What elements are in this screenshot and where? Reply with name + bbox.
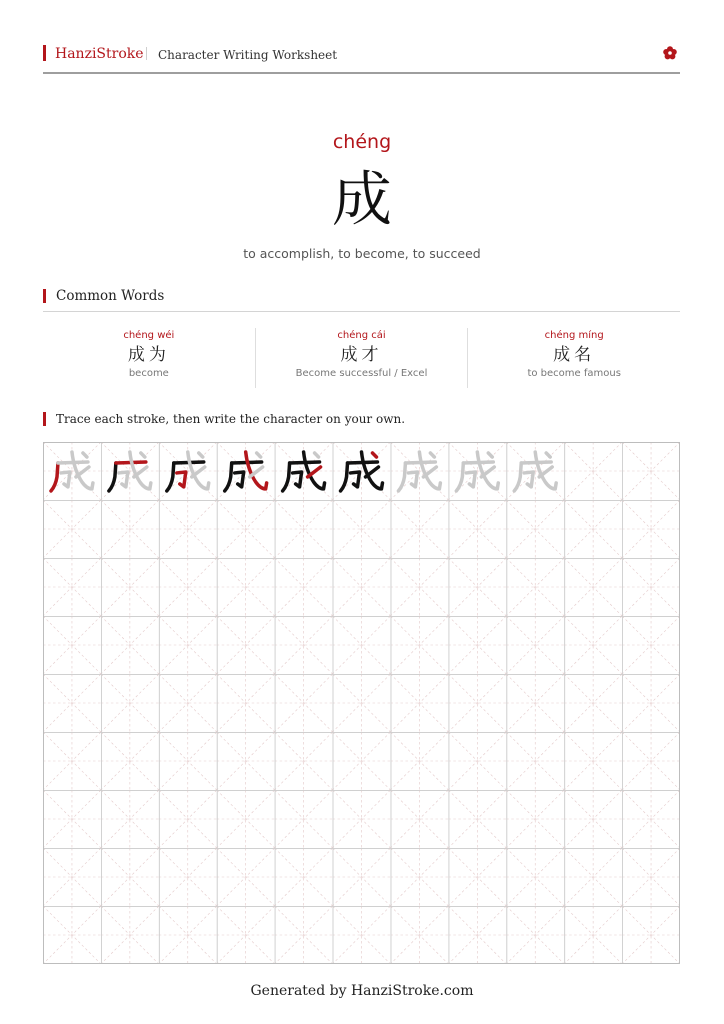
grid-cell[interactable] bbox=[564, 616, 622, 675]
character-stroke bbox=[514, 463, 521, 491]
grid-cell[interactable] bbox=[275, 616, 333, 675]
character-stroke bbox=[315, 453, 319, 457]
character-stroke bbox=[293, 472, 302, 487]
grid-cell[interactable] bbox=[275, 732, 333, 791]
grid-cell[interactable] bbox=[159, 558, 217, 617]
grid-cell[interactable] bbox=[217, 674, 275, 733]
grid-cell[interactable] bbox=[333, 790, 391, 849]
character-stroke bbox=[235, 472, 244, 487]
character-stroke bbox=[351, 472, 360, 487]
word-meaning: to become famous bbox=[527, 368, 621, 379]
grid-cell[interactable] bbox=[564, 674, 622, 733]
brand-name: HanziStroke bbox=[55, 46, 144, 62]
grid-cell[interactable] bbox=[275, 674, 333, 733]
grid-cell[interactable] bbox=[159, 500, 217, 559]
grid-cell[interactable] bbox=[275, 906, 333, 964]
worksheet-subtitle: Character Writing Worksheet bbox=[158, 48, 338, 62]
grid-cell[interactable] bbox=[448, 732, 506, 791]
grid-cell[interactable] bbox=[101, 558, 159, 617]
word-hanzi: 成为 bbox=[127, 345, 170, 365]
character-stroke bbox=[61, 472, 70, 487]
grid-cell[interactable] bbox=[101, 674, 159, 733]
character-stroke bbox=[199, 453, 203, 457]
grid-cell[interactable] bbox=[217, 848, 275, 907]
word-hanzi: 成才 bbox=[340, 345, 383, 365]
grid-cell[interactable] bbox=[564, 790, 622, 849]
grid-cell[interactable] bbox=[101, 616, 159, 675]
main-character: 成 bbox=[332, 165, 392, 235]
grid-cell[interactable] bbox=[275, 848, 333, 907]
grid-cell[interactable] bbox=[333, 558, 391, 617]
stroke-diagram bbox=[283, 452, 325, 491]
grid-cell[interactable] bbox=[564, 848, 622, 907]
grid-cell[interactable] bbox=[506, 906, 564, 964]
grid-cell[interactable] bbox=[622, 732, 680, 791]
grid-cell[interactable] bbox=[506, 848, 564, 907]
grid-cell[interactable] bbox=[622, 674, 680, 733]
grid-cell[interactable] bbox=[333, 732, 391, 791]
header-rule bbox=[43, 72, 680, 74]
grid-cell[interactable] bbox=[43, 500, 101, 559]
grid-cell[interactable] bbox=[448, 500, 506, 559]
character-stroke bbox=[524, 472, 533, 487]
grid-cell[interactable] bbox=[390, 674, 448, 733]
grid-cell[interactable] bbox=[333, 848, 391, 907]
practice-grid[interactable] bbox=[43, 442, 680, 964]
common-words-list bbox=[43, 328, 680, 388]
grid-cell[interactable] bbox=[390, 732, 448, 791]
character-stroke bbox=[372, 453, 376, 457]
character-stroke bbox=[398, 463, 405, 491]
grid-cell[interactable] bbox=[622, 558, 680, 617]
grid-cell[interactable] bbox=[333, 906, 391, 964]
accent-bar bbox=[43, 289, 46, 303]
character-stroke bbox=[488, 453, 492, 457]
grid-cell[interactable] bbox=[622, 500, 680, 559]
grid-cell[interactable] bbox=[506, 616, 564, 675]
character-stroke bbox=[341, 463, 348, 491]
character-stroke bbox=[283, 463, 290, 491]
accent-bar bbox=[43, 45, 46, 61]
grid-cell[interactable] bbox=[101, 732, 159, 791]
grid-cell[interactable] bbox=[217, 616, 275, 675]
grid-cell[interactable] bbox=[159, 616, 217, 675]
stroke-diagram bbox=[109, 452, 151, 491]
grid-cell[interactable] bbox=[506, 500, 564, 559]
character-stroke bbox=[466, 472, 475, 487]
grid-cell[interactable] bbox=[390, 790, 448, 849]
grid-cell[interactable] bbox=[43, 906, 101, 964]
grid-cell[interactable] bbox=[564, 906, 622, 964]
grid-cell[interactable] bbox=[564, 732, 622, 791]
grid-cell[interactable] bbox=[43, 616, 101, 675]
character-stroke bbox=[177, 472, 186, 487]
character-stroke bbox=[546, 453, 550, 457]
word-meaning: become bbox=[128, 368, 169, 379]
plum-blossom-icon bbox=[662, 45, 678, 61]
word-meaning: Become successful / Excel bbox=[295, 368, 428, 379]
character-stroke bbox=[119, 472, 128, 487]
grid-cell[interactable] bbox=[506, 732, 564, 791]
grid-cell[interactable] bbox=[333, 500, 391, 559]
grid-cell[interactable] bbox=[101, 790, 159, 849]
stroke-diagram bbox=[456, 452, 498, 491]
grid-cell[interactable] bbox=[159, 906, 217, 964]
grid-cell[interactable] bbox=[622, 790, 680, 849]
character-meaning: to accomplish, to become, to succeed bbox=[243, 246, 481, 261]
footer-credit: Generated by HanziStroke.com bbox=[250, 983, 474, 999]
grid-cell[interactable] bbox=[333, 674, 391, 733]
stroke-diagram bbox=[514, 452, 556, 491]
worksheet-header bbox=[43, 44, 680, 74]
character-stroke bbox=[430, 453, 434, 457]
character-pinyin: chéng bbox=[332, 131, 392, 153]
word-item bbox=[255, 328, 468, 388]
grid-cell[interactable] bbox=[101, 848, 159, 907]
grid-cell[interactable] bbox=[217, 500, 275, 559]
grid-cell[interactable] bbox=[43, 732, 101, 791]
grid-cell[interactable] bbox=[43, 674, 101, 733]
stroke-diagram bbox=[398, 452, 440, 491]
character-stroke bbox=[167, 463, 174, 491]
grid-cell[interactable] bbox=[622, 616, 680, 675]
grid-cell[interactable] bbox=[390, 906, 448, 964]
header-separator bbox=[146, 47, 147, 60]
grid-cell[interactable] bbox=[159, 732, 217, 791]
grid-cell[interactable] bbox=[506, 674, 564, 733]
character-stroke bbox=[141, 453, 145, 457]
grid-cell[interactable] bbox=[448, 674, 506, 733]
grid-cell[interactable] bbox=[564, 500, 622, 559]
grid-cell[interactable] bbox=[448, 848, 506, 907]
grid-cell[interactable] bbox=[333, 616, 391, 675]
writing-grid[interactable] bbox=[43, 442, 680, 964]
word-pinyin: chéng cái bbox=[337, 330, 386, 341]
grid-cell[interactable] bbox=[217, 558, 275, 617]
grid-cell[interactable] bbox=[564, 558, 622, 617]
stroke-diagram bbox=[51, 452, 93, 491]
character-stroke bbox=[83, 453, 87, 457]
stroke-diagram bbox=[167, 452, 209, 491]
grid-cell[interactable] bbox=[448, 616, 506, 675]
grid-cell[interactable] bbox=[159, 848, 217, 907]
grid-cell[interactable] bbox=[622, 442, 680, 501]
character-stroke bbox=[225, 463, 232, 491]
grid-cell[interactable] bbox=[217, 790, 275, 849]
practice-instruction: Trace each stroke, then write the character on your own. bbox=[56, 412, 406, 426]
word-pinyin: chéng míng bbox=[544, 330, 604, 341]
grid-cell[interactable] bbox=[217, 906, 275, 964]
grid-cell[interactable] bbox=[622, 848, 680, 907]
grid-cell[interactable] bbox=[448, 906, 506, 964]
accent-bar bbox=[43, 412, 46, 426]
grid-cell[interactable] bbox=[506, 790, 564, 849]
grid-cell[interactable] bbox=[217, 732, 275, 791]
grid-cell[interactable] bbox=[275, 790, 333, 849]
word-pinyin: chéng wéi bbox=[123, 330, 175, 341]
grid-cell[interactable] bbox=[448, 558, 506, 617]
character-stroke bbox=[408, 472, 417, 487]
character-stroke bbox=[257, 453, 261, 457]
common-words-title: Common Words bbox=[56, 288, 165, 304]
grid-cell[interactable] bbox=[101, 500, 159, 559]
section-rule bbox=[43, 311, 680, 312]
grid-cell[interactable] bbox=[159, 790, 217, 849]
stroke-diagram bbox=[341, 452, 383, 491]
character-stroke bbox=[456, 463, 463, 491]
character-stroke bbox=[51, 463, 58, 491]
grid-cell[interactable] bbox=[275, 558, 333, 617]
grid-cell[interactable] bbox=[390, 558, 448, 617]
grid-cell[interactable] bbox=[506, 558, 564, 617]
grid-cell[interactable] bbox=[390, 848, 448, 907]
grid-cell[interactable] bbox=[275, 500, 333, 559]
grid-cell[interactable] bbox=[390, 500, 448, 559]
grid-cell[interactable] bbox=[564, 442, 622, 501]
word-hanzi: 成名 bbox=[553, 345, 596, 365]
grid-cell[interactable] bbox=[390, 616, 448, 675]
grid-cell[interactable] bbox=[101, 906, 159, 964]
grid-cell[interactable] bbox=[159, 674, 217, 733]
grid-cell[interactable] bbox=[43, 848, 101, 907]
word-item bbox=[467, 328, 680, 388]
grid-cell[interactable] bbox=[43, 790, 101, 849]
grid-cell[interactable] bbox=[43, 558, 101, 617]
grid-cell[interactable] bbox=[622, 906, 680, 964]
stroke-diagram bbox=[225, 452, 267, 491]
character-stroke bbox=[109, 463, 116, 491]
grid-cell[interactable] bbox=[448, 790, 506, 849]
word-item bbox=[43, 328, 255, 388]
